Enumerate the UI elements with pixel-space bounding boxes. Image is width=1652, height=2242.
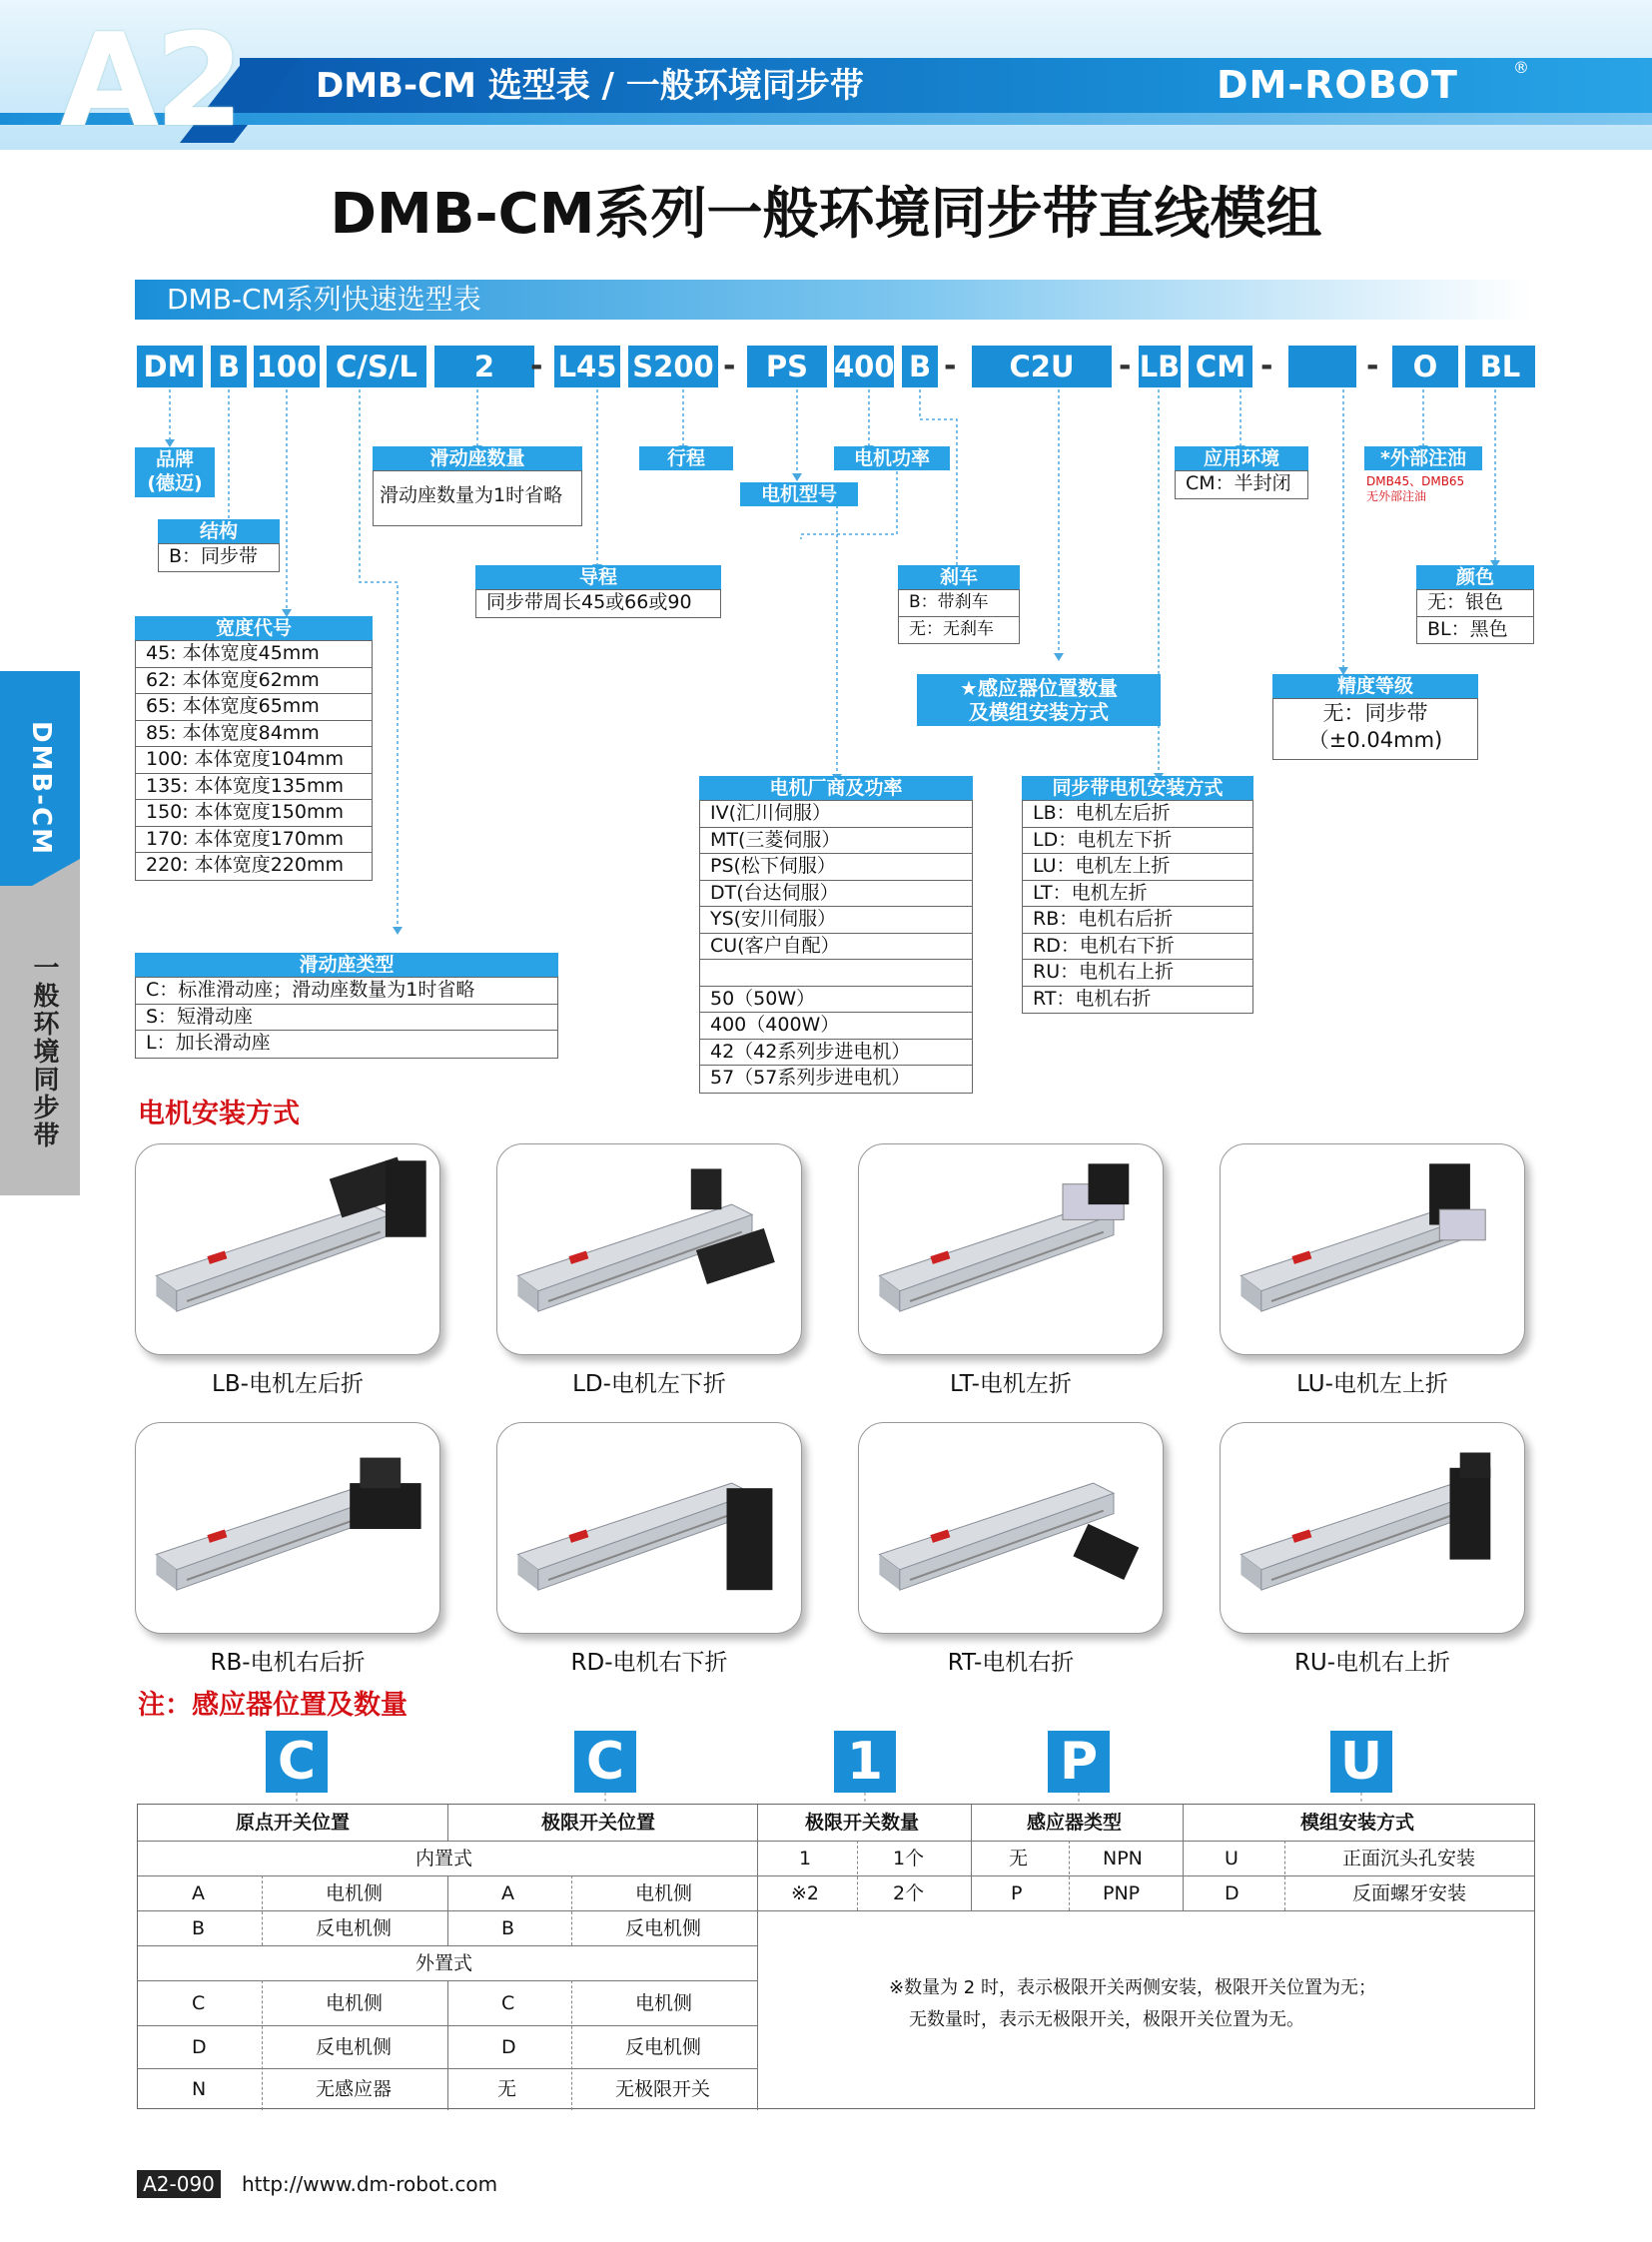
sensor-letter: U xyxy=(1330,1731,1392,1793)
col-limit-count: 极限开关数量 xyxy=(805,1812,920,1834)
code-motor-model: PS xyxy=(747,346,827,387)
motor-mount-row: LB：电机左后折 xyxy=(1023,801,1252,828)
motor-mount-row: RB：电机右后折 xyxy=(1023,907,1252,934)
table-cell: B xyxy=(501,1917,515,1939)
code-dash: - xyxy=(1366,349,1379,383)
structure-head: 结构 xyxy=(158,519,280,543)
lead-head: 导程 xyxy=(475,565,721,589)
table-cell: 无 xyxy=(1009,1848,1029,1869)
environment-head: 应用环境 xyxy=(1175,446,1308,470)
table-cell: P xyxy=(1011,1882,1023,1904)
table-cell: N xyxy=(192,2078,207,2100)
code-slider-type: C/S/L xyxy=(327,346,426,387)
section-badge: A2 xyxy=(60,7,241,156)
slider-type-row: S：短滑动座 xyxy=(136,1005,557,1032)
sensor-letter: C xyxy=(574,1731,636,1793)
width-row: 170: 本体宽度170mm xyxy=(136,827,372,854)
code-slider-count: 2 xyxy=(434,346,534,387)
table-cell: D xyxy=(501,2036,516,2058)
code-motor-mount: LB xyxy=(1139,346,1181,387)
color-option: 无：银色 xyxy=(1417,590,1533,617)
outer-label: 外置式 xyxy=(415,1952,473,1974)
table-cell: 反面螺牙安装 xyxy=(1352,1882,1467,1904)
brand-logo: DM-ROBOT xyxy=(1217,63,1458,107)
photo-caption: RD-电机右下折 xyxy=(570,1650,728,1676)
table-cell: 电机侧 xyxy=(326,1992,384,2014)
slider-type-row: L：加长滑动座 xyxy=(146,1032,271,1054)
brake-option: 无：无刹车 xyxy=(909,618,994,639)
motor-maker-row: PS(松下伺服） xyxy=(700,854,972,881)
photo-caption: LB-电机左后折 xyxy=(212,1371,364,1397)
precision-value: （±0.04mm) xyxy=(1307,727,1443,752)
code-oil: O xyxy=(1392,346,1458,387)
motor-maker-head: 电机厂商及功率 xyxy=(699,776,973,800)
website-link[interactable]: http://www.dm-robot.com xyxy=(242,2172,498,2196)
lead-value: 同步带周长45或66或90 xyxy=(486,591,692,613)
sensor-note-line: ※数量为 2 时，表示极限开关两侧安装，极限开关位置为无； xyxy=(889,1977,1376,1998)
color-option: BL：黑色 xyxy=(1427,617,1508,640)
table-cell: D xyxy=(1225,1882,1239,1904)
code-stroke: S200 xyxy=(628,346,718,387)
table-cell: 电机侧 xyxy=(635,1992,693,2014)
structure-value: B：同步带 xyxy=(169,545,259,567)
photo-caption: RU-电机右上折 xyxy=(1293,1650,1451,1676)
table-cell: 反电机侧 xyxy=(316,1917,393,1939)
stroke-label: 行程 xyxy=(639,446,733,470)
code-structure: B xyxy=(211,346,247,387)
brand-label: 品牌 (德迈) xyxy=(135,447,215,497)
code-dash: - xyxy=(723,349,736,383)
col-sensor-type: 感应器类型 xyxy=(1027,1812,1123,1834)
table-cell: D xyxy=(192,2036,207,2058)
width-row: 85: 本体宽度84mm xyxy=(136,721,372,748)
table-cell: NPN xyxy=(1103,1848,1143,1869)
page-number: A2-090 xyxy=(137,2170,221,2198)
photo-caption: LU-电机左上折 xyxy=(1296,1371,1448,1397)
table-cell: 无 xyxy=(497,2078,517,2100)
precision-value: 无：同步带 xyxy=(1322,701,1428,725)
slider-count-head: 滑动座数量 xyxy=(373,446,582,470)
brake-option: B：带刹车 xyxy=(899,590,1019,617)
code-dash: - xyxy=(530,349,543,383)
code-width: 100 xyxy=(254,346,320,387)
motor-mount-row: LU：电机左上折 xyxy=(1023,854,1252,881)
code-color: BL xyxy=(1465,346,1535,387)
slider-count-value: 滑动座数量为1时省略 xyxy=(380,484,563,506)
code-dash: - xyxy=(1119,349,1132,383)
table-cell: B xyxy=(192,1917,206,1939)
header-title: DMB-CM 选型表 / 一般环境同步带 xyxy=(316,66,864,106)
environment-value: CM：半封闭 xyxy=(1186,472,1291,494)
photo-caption: RB-电机右后折 xyxy=(210,1650,366,1676)
precision-head: 精度等级 xyxy=(1272,674,1478,698)
table-cell: 1 xyxy=(799,1848,812,1869)
page-title: DMB-CM系列一般环境同步带直线模组 xyxy=(330,182,1322,247)
registered-mark: ® xyxy=(1513,58,1529,77)
motor-maker-row: CU(客户自配） xyxy=(700,934,972,961)
photo-caption: LT-电机左折 xyxy=(950,1371,1072,1397)
col-limit-switch: 极限开关位置 xyxy=(541,1812,656,1834)
table-cell: PNP xyxy=(1103,1882,1141,1904)
sensor-label: ★感应器位置数量 及模组安装方式 xyxy=(917,674,1161,726)
motor-maker-row: 400（400W） xyxy=(700,1013,972,1040)
table-cell: 正面沉头孔安装 xyxy=(1342,1848,1476,1869)
oil-note: DMB45、DMB65 xyxy=(1366,474,1465,488)
brake-head: 刹车 xyxy=(898,565,1020,589)
motor-power-label: 电机功率 xyxy=(834,446,950,470)
code-brand: DM xyxy=(137,346,203,387)
photo-caption: LD-电机左下折 xyxy=(572,1371,726,1397)
table-cell: 2个 xyxy=(893,1882,925,1904)
table-cell: 电机侧 xyxy=(326,1882,384,1904)
code-lead: L45 xyxy=(554,346,620,387)
sensor-note-line: 无数量时，表示无极限开关，极限开关位置为无。 xyxy=(909,2009,1304,2030)
width-head: 宽度代号 xyxy=(135,616,373,640)
code-dash: - xyxy=(1260,349,1273,383)
motor-maker-row: IV(汇川伺服） xyxy=(700,801,972,828)
side-series-text: DMB-CM xyxy=(26,721,56,857)
motor-maker-row: DT(台达伺服） xyxy=(700,881,972,908)
motor-mount-row: RT：电机右折 xyxy=(1033,987,1152,1010)
slider-type-head: 滑动座类型 xyxy=(135,953,558,977)
motor-maker-row: 57（57系列步进电机） xyxy=(710,1067,911,1089)
table-cell: U xyxy=(1225,1848,1239,1869)
width-row: 150: 本体宽度150mm xyxy=(136,800,372,827)
motor-maker-row: 42（42系列步进电机） xyxy=(700,1040,972,1067)
oil-head: *外部注油 xyxy=(1364,446,1482,470)
width-row: 100: 本体宽度104mm xyxy=(136,747,372,774)
code-brake: B xyxy=(902,346,938,387)
width-row: 65: 本体宽度65mm xyxy=(136,694,372,721)
inner-label: 内置式 xyxy=(415,1848,473,1869)
slider-type-row: C：标准滑动座；滑动座数量为1时省略 xyxy=(136,978,557,1005)
color-head: 颜色 xyxy=(1416,565,1534,589)
quick-select-title: DMB-CM系列快速选型表 xyxy=(167,283,481,316)
motor-mount-section-title: 电机安装方式 xyxy=(138,1099,300,1129)
table-cell: A xyxy=(501,1882,514,1904)
table-cell: 电机侧 xyxy=(635,1882,693,1904)
code-motor-power: 400 xyxy=(834,346,894,387)
oil-note: 无外部注油 xyxy=(1366,489,1427,503)
table-cell: C xyxy=(501,1992,515,2014)
motor-mount-row: RD：电机右下折 xyxy=(1023,934,1252,961)
table-cell: A xyxy=(192,1882,205,1904)
table-cell: 无感应器 xyxy=(316,2078,393,2100)
table-cell: 无极限开关 xyxy=(615,2078,711,2100)
photo-caption: RT-电机右折 xyxy=(947,1650,1075,1676)
table-cell: C xyxy=(192,1992,206,2014)
motor-mount-row: LT：电机左折 xyxy=(1023,881,1252,908)
table-cell: 反电机侧 xyxy=(625,1917,702,1939)
width-row: 45: 本体宽度45mm xyxy=(136,641,372,668)
width-row: 62: 本体宽度62mm xyxy=(136,668,372,695)
col-origin-switch: 原点开关位置 xyxy=(236,1812,351,1834)
sensor-note-title: 注：感应器位置及数量 xyxy=(138,1690,408,1721)
sensor-letter: 1 xyxy=(834,1731,896,1793)
code-environment: CM xyxy=(1189,346,1252,387)
width-row: 220: 本体宽度220mm xyxy=(146,854,344,876)
sensor-letter: C xyxy=(266,1731,328,1793)
sensor-letter: P xyxy=(1048,1731,1110,1793)
motor-maker-row: YS(安川伺服） xyxy=(700,907,972,934)
code-dash: - xyxy=(944,349,957,383)
motor-maker-row: 50（50W） xyxy=(700,987,972,1014)
table-cell: 1个 xyxy=(893,1848,925,1869)
motor-mount-row: LD：电机左下折 xyxy=(1023,828,1252,855)
sensor-table xyxy=(137,1804,1535,2109)
code-sensor: C2U xyxy=(972,346,1112,387)
motor-maker-row: MT(三菱伺服） xyxy=(700,828,972,855)
side-category-text: 一般环境同步带 xyxy=(29,954,59,1149)
motor-mount-row: RU：电机右上折 xyxy=(1023,960,1252,987)
width-row: 135: 本体宽度135mm xyxy=(136,774,372,801)
table-cell: ※2 xyxy=(791,1882,820,1904)
table-cell: 反电机侧 xyxy=(625,2036,702,2058)
table-cell: 反电机侧 xyxy=(316,2036,393,2058)
col-mount: 模组安装方式 xyxy=(1300,1812,1415,1834)
motor-model-label: 电机型号 xyxy=(740,482,858,506)
motor-mount-head: 同步带电机安装方式 xyxy=(1022,776,1253,800)
